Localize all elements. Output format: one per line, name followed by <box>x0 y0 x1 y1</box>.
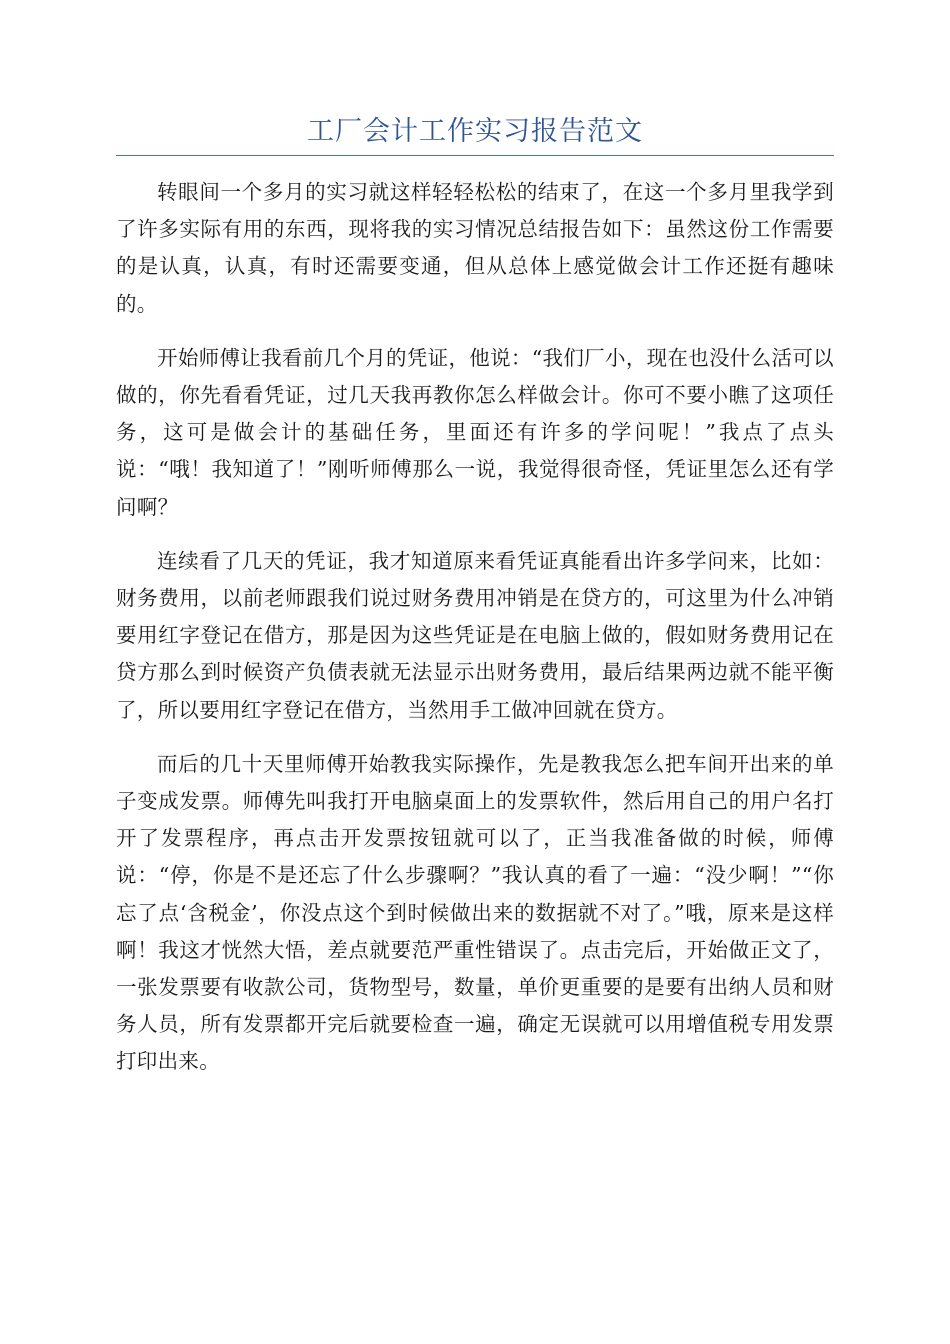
document-body <box>116 174 834 1098</box>
title-block <box>116 112 834 156</box>
paragraph-4: 而后的几十天里师傅开始教我实际操作，先是教我怎么把车间开出来的单子变成发票。师傅先叫我打开电脑桌面上的发票软件，然后用自己的用户名打开了发票程序，再点击开发票按钮就可以了，正当我准备做的时候，师傅说：“停，你是不是还忘了什么步骤啊？”我认真的看了一遍：“没少啊！”“你忘了点‘含税金’，你没点这个到时候做出来的数据就不对了。”哦，原来是这样啊！我这才恍然大悟，差点就要范严重性错误了。点击完后，开始做正文了，一张发票要有收款公司，货物型号，数量，单价更重要的是要有出纳人员和财务人员，所有发票都开完后就要检查一遍，确定无误就可以用增值税专用发票打印出来。 <box>116 751 834 1074</box>
title-underline <box>116 155 834 156</box>
paragraph-1: 转眼间一个多月的实习就这样轻轻松松的结束了，在这一个多月里我学到了许多实际有用的东西，现将我的实习情况总结报告如下：虽然这份工作需要的是认真，认真，有时还需要变通，但从总体上感觉做会计工作还挺有趣味的。 <box>116 180 834 316</box>
paragraph-3: 连续看了几天的凭证，我才知道原来看凭证真能看出许多学问来，比如：财务费用，以前老师跟我们说过财务费用冲销是在贷方的，可这里为什么冲销要用红字登记在借方，那是因为这些凭证是在电脑上做的，假如财务费用记在贷方那么到时候资产负债表就无法显示出财务费用，最后结果两边就不能平衡了，所以要用红字登记在借方，当然用手工做冲回就在贷方。 <box>116 548 834 722</box>
document-title: 工厂会计工作实习报告范文 <box>307 116 643 147</box>
paragraph-2: 开始师傅让我看前几个月的凭证，他说：“我们厂小，现在也没什么活可以做的，你先看看凭证，过几天我再教你怎么样做会计。你可不要小瞧了这项任务，这可是做会计的基础任务，里面还有许多的学问呢！”我点了点头说：“哦！我知道了！”刚听师傅那么一说，我觉得很奇怪，凭证里怎么还有学问啊？ <box>116 345 834 519</box>
